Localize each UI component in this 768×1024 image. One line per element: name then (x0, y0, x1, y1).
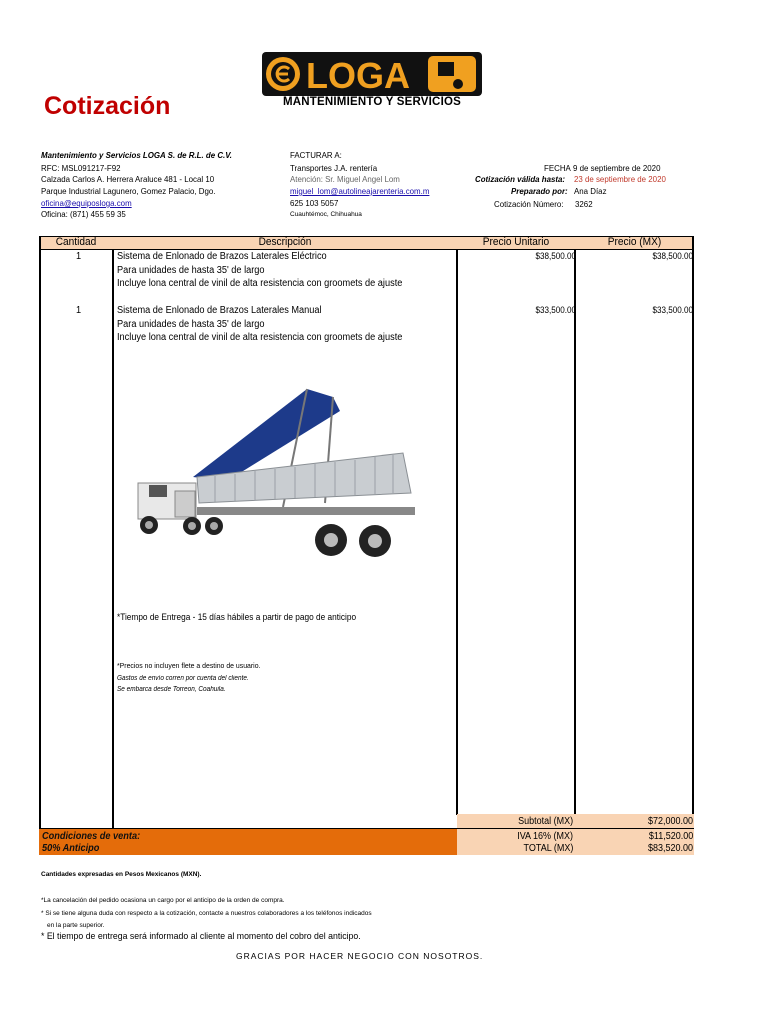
item-1-desc-line-3: Incluye lona central de vinil de alta resistencia con groomets de ajuste (117, 278, 403, 289)
total-value: $83,520.00 (647, 843, 693, 854)
note-freight: *Precios no incluyen flete a destino de usuario. (117, 661, 261, 670)
company-phone: Oficina: (871) 455 59 35 (41, 209, 126, 219)
header-price: Precio (MX) (607, 236, 662, 248)
valid-until-value: 23 de septiembre de 2020 (574, 174, 666, 184)
contact-note-cont: en la parte superior. (47, 922, 105, 929)
item-2-qty: 1 (76, 305, 82, 316)
date-value: 9 de septiembre de 2020 (573, 163, 661, 173)
item-2-unit-price: $33,500.00 (535, 305, 576, 315)
item-1-total: $38,500.00 (652, 251, 693, 261)
item-1-unit-price: $38,500.00 (535, 251, 576, 261)
item-2-desc-line-1: Sistema de Enlonado de Brazos Laterales Manual (117, 305, 322, 316)
billing-label: FACTURAR A: (290, 150, 342, 160)
delivery-time-note: * El tiempo de entrega será informado al cliente al momento del cobro del anticipo. (41, 931, 361, 942)
iva-value: $11,520.00 (648, 831, 693, 842)
quote-table (39, 236, 694, 855)
note-shipping-cost: Gastos de envío corren por cuenta del cliente. (117, 675, 249, 682)
conditions-label: Condiciones de venta: (42, 831, 141, 842)
delivery-note: *Tiempo de Entrega - 15 días hábiles a partir de pago de anticipo (117, 612, 357, 622)
billing-attention: Atención: Sr. Miguel Angel Lom (290, 174, 400, 184)
total-label: TOTAL (MX) (523, 843, 573, 854)
subtotal-label: Subtotal (MX) (517, 816, 573, 827)
conditions-value: 50% Anticipo (42, 843, 100, 854)
item-1-desc-line-1: Sistema de Enlonado de Brazos Laterales Eléctrico (117, 251, 327, 262)
company-address: Calzada Carlos A. Herrera Araluce 481 - Local 10 (41, 174, 215, 184)
item-1-qty: 1 (76, 251, 82, 262)
date-label: FECHA (544, 163, 571, 173)
header-unit-price: Precio Unitario (482, 236, 550, 248)
header-description: Descripción (258, 236, 312, 248)
valid-until-label: Cotización válida hasta: (475, 174, 566, 184)
header-quantity: Cantidad (55, 236, 97, 248)
company-city: Parque Industrial Lagunero, Gomez Palacio, Dgo. (41, 186, 216, 196)
logo-brand-text: LOGA (306, 55, 410, 96)
billing-phone: 625 103 5057 (290, 198, 339, 208)
billing-email-link[interactable]: miguel_lom@autolineajarenteria.com.m (290, 186, 430, 196)
document-title: Cotización (44, 92, 171, 120)
company-email-link[interactable]: oficina@equiposloga.com (41, 198, 132, 208)
company-name: Mantenimiento y Servicios LOGA S. de R.L. de C.V. (41, 150, 232, 160)
contact-note: * Si se tiene alguna duda con respecto a la cotización, contacte a nuestros colaboradores a los teléfonos indicados (41, 910, 372, 917)
quote-number-value: 3262 (575, 199, 593, 209)
item-1-desc-line-2: Para unidades de hasta 35' de largo (117, 265, 265, 276)
dump-truck-tarp-image (135, 381, 425, 566)
prepared-by-label: Preparado por: (511, 186, 568, 196)
prepared-by-value: Ana Díaz (574, 186, 607, 196)
iva-label: IVA 16% (MX) (517, 831, 573, 842)
cancellation-note: *La cancelación del pedido ocasiona un cargo por el anticipo de la orden de compra. (41, 897, 285, 904)
billing-client: Transportes J.A. rentería (290, 163, 378, 173)
thanks-message: GRACIAS POR HACER NEGOCIO CON NOSOTROS. (236, 951, 484, 961)
quote-number-label: Cotización Número: (494, 199, 564, 209)
currency-note: Cantidades expresadas en Pesos Mexicanos (MXN). (41, 871, 202, 878)
company-rfc: RFC: MSL091217-F92 (41, 163, 121, 173)
logo-subtitle: MANTENIMIENTO Y SERVICIOS (283, 96, 461, 108)
item-2-desc-line-3: Incluye lona central de vinil de alta resistencia con groomets de ajuste (117, 332, 403, 343)
subtotal-value: $72,000.00 (647, 816, 693, 827)
item-2-total: $33,500.00 (652, 305, 693, 315)
billing-city: Cuauhtémoc, Chihuahua (290, 211, 362, 218)
note-ships-from: Se embarca desde Torreon, Coahuila. (117, 686, 226, 693)
item-2-desc-line-2: Para unidades de hasta 35' de largo (117, 319, 265, 330)
